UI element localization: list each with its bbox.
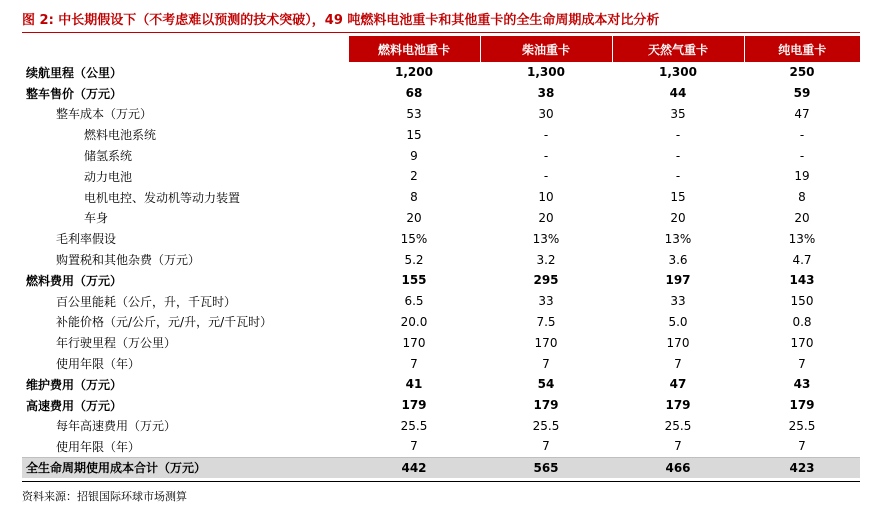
table-body: [22, 62, 860, 478]
row-label: 燃料电池系统: [84, 128, 157, 143]
cell-value: -: [675, 169, 681, 184]
cell-value: 0.8: [792, 314, 812, 329]
row-label: 电机电控、发动机等动力装置: [84, 190, 241, 205]
cell-value: 8: [410, 190, 418, 205]
cell-value: 54: [537, 377, 555, 392]
cell-value: 170: [402, 335, 426, 350]
cell-value: 170: [666, 335, 690, 350]
row-label: 燃料费用（万元）: [26, 273, 123, 288]
table-row: [22, 83, 860, 104]
cell-value: 3.2: [536, 252, 556, 267]
table-row: [22, 62, 860, 83]
cell-value: 25.5: [788, 418, 816, 433]
table-row: [22, 416, 860, 437]
cell-value: 179: [401, 398, 427, 413]
cell-value: 15%: [400, 231, 428, 246]
cell-value: 155: [401, 273, 427, 288]
cell-value: -: [543, 127, 549, 142]
cell-value: 179: [789, 398, 815, 413]
row-label: 储氢系统: [84, 149, 133, 164]
cell-value: 7: [410, 439, 418, 454]
cell-value: 442: [348, 457, 480, 478]
cell-value: -: [675, 127, 681, 142]
row-label: 高速费用（万元）: [26, 398, 123, 413]
row-label: 购置税和其他杂费（万元）: [56, 253, 201, 268]
cell-value: 2: [410, 169, 418, 184]
cell-value: 423: [744, 457, 860, 478]
row-label: 整车售价（万元）: [26, 86, 123, 101]
cell-value: 13%: [664, 231, 692, 246]
cell-value: -: [543, 169, 549, 184]
row-label: 全生命周期使用成本合计（万元）: [22, 457, 348, 478]
row-label: 毛利率假设: [56, 232, 117, 247]
total-row: [22, 457, 860, 478]
cell-value: 7: [674, 356, 682, 371]
cell-value: 1,200: [395, 65, 433, 80]
cell-value: 25.5: [400, 418, 428, 433]
cell-value: 68: [405, 86, 423, 101]
cell-value: 47: [669, 377, 687, 392]
cell-value: 5.2: [404, 252, 424, 267]
figure-title: 图 2: 中长期假设下（不考虑难以预测的技术突破），49 吨燃料电池重卡和其他重卡的全生命周期成本对比分析: [22, 13, 660, 28]
header-blank: [22, 36, 348, 62]
column-header: 天然气重卡: [612, 36, 744, 62]
cell-value: 20.0: [400, 314, 428, 329]
cell-value: 295: [533, 273, 559, 288]
cell-value: 7: [542, 439, 550, 454]
cell-value: 35: [670, 106, 686, 121]
cell-value: 25.5: [532, 418, 560, 433]
title-rule: [22, 32, 860, 33]
row-label: 动力电池: [84, 169, 133, 184]
cell-value: 13%: [532, 231, 560, 246]
cell-value: 6.5: [404, 294, 424, 309]
table-row: [22, 395, 860, 416]
cell-value: 9: [410, 148, 418, 163]
cell-value: 19: [794, 169, 810, 184]
cell-value: 1,300: [527, 65, 565, 80]
table-row: [22, 166, 860, 187]
cell-value: 20: [670, 210, 686, 225]
cell-value: 1,300: [659, 65, 697, 80]
cell-value: 7: [798, 439, 806, 454]
cell-value: 150: [790, 294, 814, 309]
row-label: 百公里能耗（公斤，升，千瓦时）: [56, 294, 237, 309]
table-row: [22, 145, 860, 166]
cell-value: 20: [406, 210, 422, 225]
column-header: 柴油重卡: [480, 36, 612, 62]
table-row: [22, 228, 860, 249]
cell-value: 47: [794, 106, 810, 121]
cell-value: 143: [789, 273, 815, 288]
cell-value: 8: [798, 190, 806, 205]
row-label: 维护费用（万元）: [26, 377, 123, 392]
table-row: [22, 332, 860, 353]
table-row: [22, 374, 860, 395]
cell-value: 7.5: [536, 314, 556, 329]
cell-value: 15: [406, 127, 422, 142]
bottom-rule: [22, 481, 860, 482]
cell-value: 3.6: [668, 252, 688, 267]
cell-value: 7: [798, 356, 806, 371]
cell-value: 25.5: [664, 418, 692, 433]
cell-value: 33: [670, 294, 686, 309]
table-row: [22, 291, 860, 312]
row-label: 使用年限（年）: [56, 357, 141, 372]
row-label: 车身: [84, 211, 109, 226]
table-row: [22, 353, 860, 374]
cell-value: 5.0: [668, 314, 688, 329]
cell-value: 13%: [788, 231, 816, 246]
cell-value: 7: [674, 439, 682, 454]
table-row: [22, 270, 860, 291]
source-note: 资料来源：招银国际环球市场测算: [22, 490, 187, 503]
table-row: [22, 208, 860, 229]
table-row: [22, 104, 860, 125]
cell-value: 170: [790, 335, 814, 350]
cell-value: 7: [542, 356, 550, 371]
cell-value: 7: [410, 356, 418, 371]
cell-value: 10: [538, 190, 554, 205]
table-row: [22, 312, 860, 333]
cell-value: -: [675, 148, 681, 163]
cost-comparison-table: [22, 36, 860, 478]
cell-value: 33: [538, 294, 554, 309]
cell-value: 38: [537, 86, 555, 101]
table-row: [22, 436, 860, 457]
cell-value: -: [799, 127, 805, 142]
cell-value: 170: [534, 335, 558, 350]
row-label: 续航里程（公里）: [26, 65, 123, 80]
row-label: 年行驶里程（万公里）: [56, 336, 177, 351]
table-row: [22, 187, 860, 208]
cell-value: 30: [538, 106, 554, 121]
cell-value: 565: [480, 457, 612, 478]
cell-value: 179: [665, 398, 691, 413]
row-label: 使用年限（年）: [56, 439, 141, 454]
cell-value: 59: [793, 86, 811, 101]
cell-value: 41: [405, 377, 423, 392]
cell-value: 43: [793, 377, 811, 392]
cell-value: 250: [789, 65, 815, 80]
cell-value: 20: [794, 210, 810, 225]
column-header: 燃料电池重卡: [348, 36, 480, 62]
cell-value: 466: [612, 457, 744, 478]
table-row: [22, 124, 860, 145]
row-label: 整车成本（万元）: [56, 107, 153, 122]
column-header: 纯电重卡: [744, 36, 860, 62]
cell-value: -: [799, 148, 805, 163]
cell-value: 179: [533, 398, 559, 413]
cell-value: 4.7: [792, 252, 812, 267]
header-row: [22, 36, 860, 62]
table-row: [22, 249, 860, 270]
cell-value: 20: [538, 210, 554, 225]
row-label: 每年高速费用（万元）: [56, 419, 177, 434]
row-label: 补能价格（元/公斤，元/升，元/千瓦时）: [56, 315, 273, 330]
cell-value: -: [543, 148, 549, 163]
cell-value: 53: [406, 106, 422, 121]
cell-value: 44: [669, 86, 687, 101]
cell-value: 197: [665, 273, 691, 288]
cell-value: 15: [670, 190, 686, 205]
